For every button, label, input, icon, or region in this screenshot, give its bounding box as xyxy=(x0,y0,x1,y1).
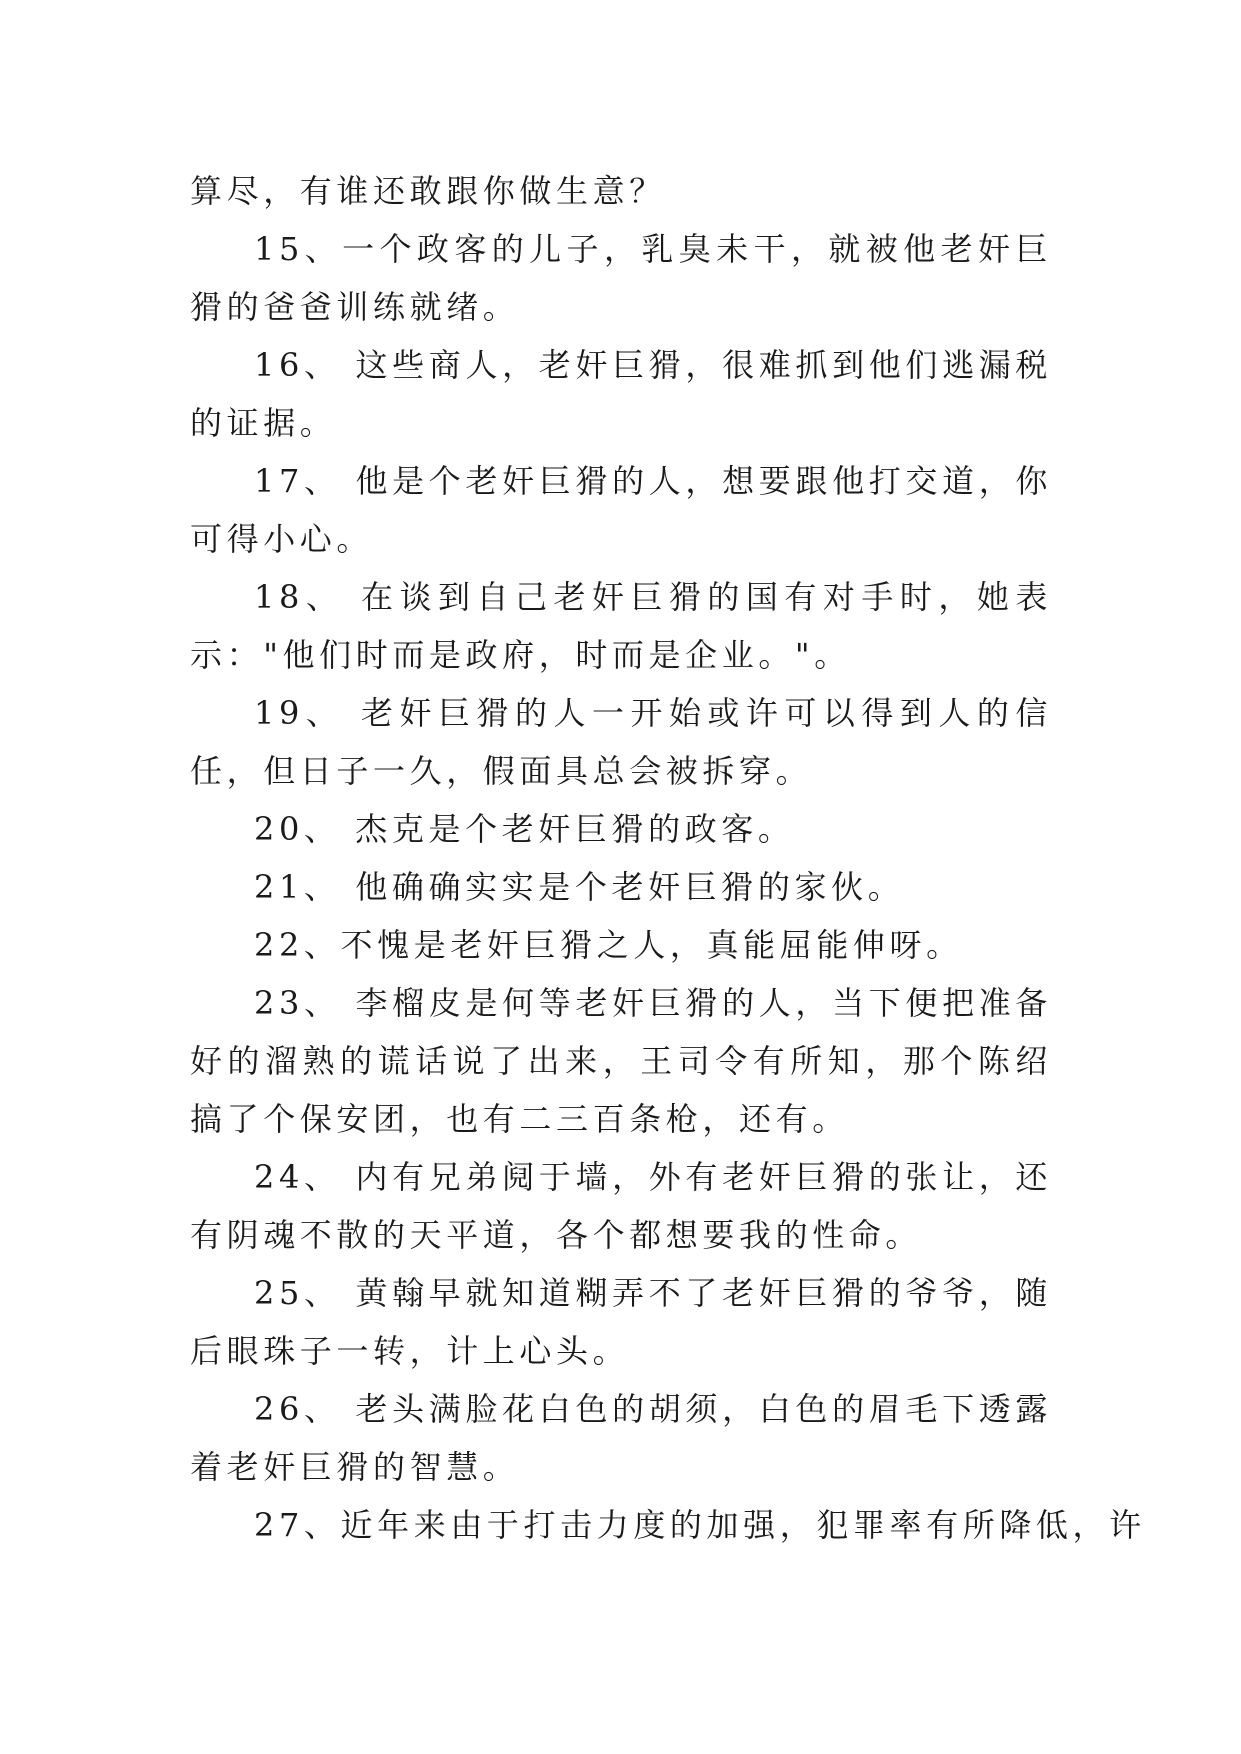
paragraph-18: 18、 在谈到自己老奸巨猾的国有对手时，她表示："他们时而是政府，时而是企业。"。 xyxy=(190,578,1052,674)
paragraph-19: 19、 老奸巨猾的人一开始或许可以得到人的信任，但日子一久，假面具总会被拆穿。 xyxy=(190,694,1052,790)
paragraph-23: 23、 李榴皮是何等老奸巨猾的人，当下便把准备好的溜熟的谎话说了出来，王司令有所知，那个陈绍搞了个保安团，也有二三百条枪，还有。 xyxy=(190,984,1052,1138)
paragraph-16: 16、 这些商人，老奸巨猾，很难抓到他们逃漏税的证据。 xyxy=(190,346,1052,442)
body-text xyxy=(190,162,1146,1554)
paragraph-17: 17、 他是个老奸巨猾的人，想要跟他打交道，你可得小心。 xyxy=(190,462,1052,558)
paragraph-continuation: 算尽，有谁还敢跟你做生意？ xyxy=(190,172,666,210)
paragraph-27: 27、近年来由于打击力度的加强，犯罪率有所降低，许 xyxy=(254,1506,1146,1544)
paragraph-22: 22、不愧是老奸巨猾之人，真能屈能伸呀。 xyxy=(254,926,963,964)
paragraph-25: 25、 黄翰早就知道糊弄不了老奸巨猾的爷爷，随后眼珠子一转，计上心头。 xyxy=(190,1274,1052,1370)
paragraph-26: 26、 老头满脸花白色的胡须，白色的眉毛下透露着老奸巨猾的智慧。 xyxy=(190,1390,1052,1486)
paragraph-24: 24、 内有兄弟阋于墙，外有老奸巨猾的张让，还有阴魂不散的天平道，各个都想要我的性命。 xyxy=(190,1158,1052,1254)
paragraph-20: 20、 杰克是个老奸巨猾的政客。 xyxy=(254,810,795,848)
paragraph-21: 21、 他确确实实是个老奸巨猾的家伙。 xyxy=(254,868,905,906)
paragraph-15: 15、一个政客的儿子，乳臭未干，就被他老奸巨猾的爸爸训练就绪。 xyxy=(190,230,1052,326)
